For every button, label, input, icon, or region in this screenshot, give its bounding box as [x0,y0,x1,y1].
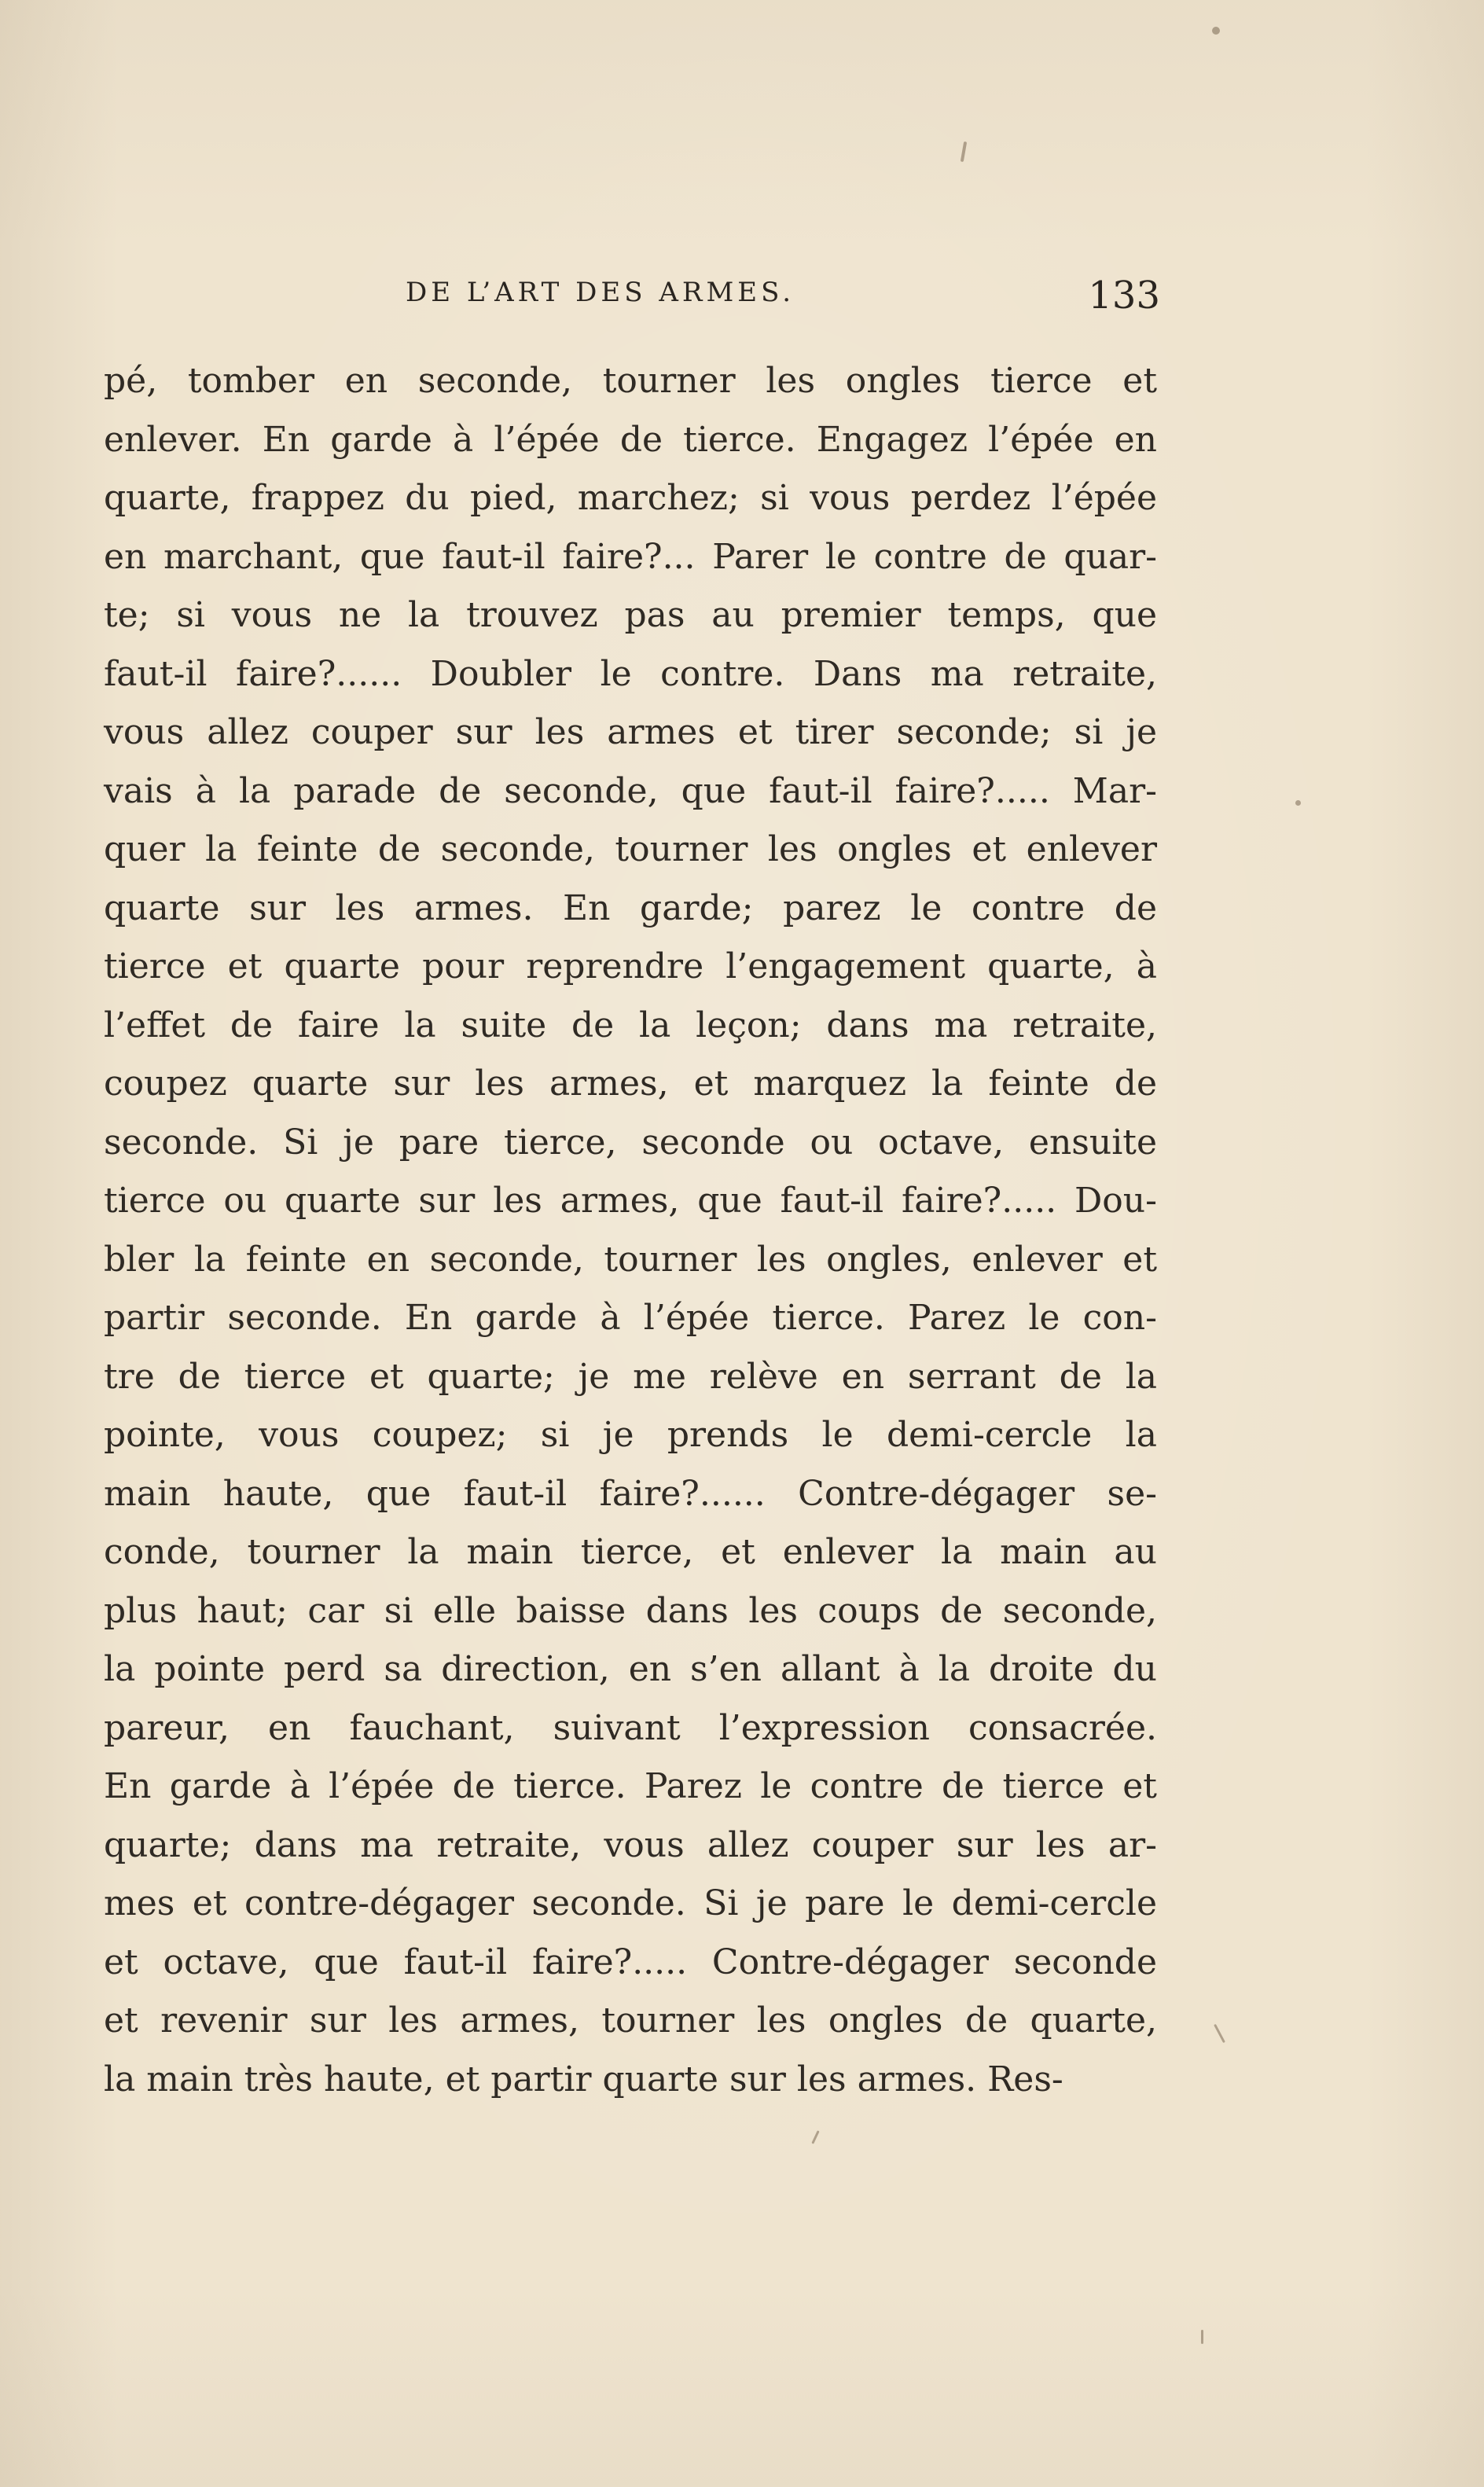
text-line: et octave, que faut-il faire?..... Contre-dégager seconde [104,1941,1157,1982]
page-number: 133 [1088,274,1160,318]
text-line: main haute, que faut-il faire?...... Contre-dégager se- [104,1473,1157,1514]
text-line: la main très haute, et partir quarte sur les armes. Res- [104,2059,1063,2099]
text-line: pareur, en fauchant, suivant l’expression consacrée. [104,1707,1157,1748]
text-line: te; si vous ne la trouvez pas au premier temps, que [104,595,1157,635]
text-line: conde, tourner la main tierce, et enlever la main au [104,1532,1157,1572]
text-line: en marchant, que faut-il faire?... Parer le contre de quar- [104,536,1157,577]
paper-speck [1201,2330,1203,2344]
paper-speck [1214,2024,1225,2043]
text-line: tierce et quarte pour reprendre l’engagement quarte, à [104,946,1157,986]
paper-speck [811,2130,819,2144]
page-header [406,274,1160,324]
text-line: mes et contre-dégager seconde. Si je pare le demi-cercle [104,1883,1157,1923]
running-head: DE L’ART DES ARMES. [406,277,795,308]
text-line: tre de tierce et quarte; je me relève en serrant de la [104,1356,1157,1397]
text-line: plus haut; car si elle baisse dans les coups de seconde, [104,1590,1157,1631]
text-line: quarte; dans ma retraite, vous allez couper sur les ar- [104,1824,1157,1865]
text-line: seconde. Si je pare tierce, seconde ou octave, ensuite [104,1122,1157,1163]
text-line: coupez quarte sur les armes, et marquez la feinte de [104,1063,1157,1104]
text-line: la pointe perd sa direction, en s’en allant à la droite du [104,1649,1157,1689]
text-line: partir seconde. En garde à l’épée tierce. Parez le con- [104,1298,1157,1338]
text-line: vais à la parade de seconde, que faut-il faire?..... Mar- [104,770,1157,811]
text-line: faut-il faire?...... Doubler le contre. Dans ma retraite, [104,653,1157,694]
text-line: vous allez couper sur les armes et tirer seconde; si je [104,712,1157,752]
text-line: tierce ou quarte sur les armes, que faut-il faire?..... Dou- [104,1181,1157,1221]
paper-speck [1295,800,1301,806]
text-line: quarte, frappez du pied, marchez; si vous perdez l’épée [104,478,1157,518]
text-line: enlever. En garde à l’épée de tierce. Engagez l’épée en [104,419,1157,460]
text-line: En garde à l’épée de tierce. Parez le contre de tierce et [104,1766,1157,1806]
text-line: pointe, vous coupez; si je prends le demi-cercle la [104,1415,1157,1455]
text-line: quarte sur les armes. En garde; parez le contre de [104,887,1157,928]
text-line: quer la feinte de seconde, tourner les ongles et enlever [104,829,1157,869]
text-line: pé, tomber en seconde, tourner les ongles tierce et [104,361,1157,401]
paper-speck [1212,27,1220,35]
body-text [104,352,1157,2109]
text-line: l’effet de faire la suite de la leçon; dans ma retraite, [104,1005,1157,1045]
text-line: et revenir sur les armes, tourner les ongles de quarte, [104,2000,1157,2041]
text-line: bler la feinte en seconde, tourner les ongles, enlever et [104,1239,1157,1280]
paper-speck [961,141,967,162]
